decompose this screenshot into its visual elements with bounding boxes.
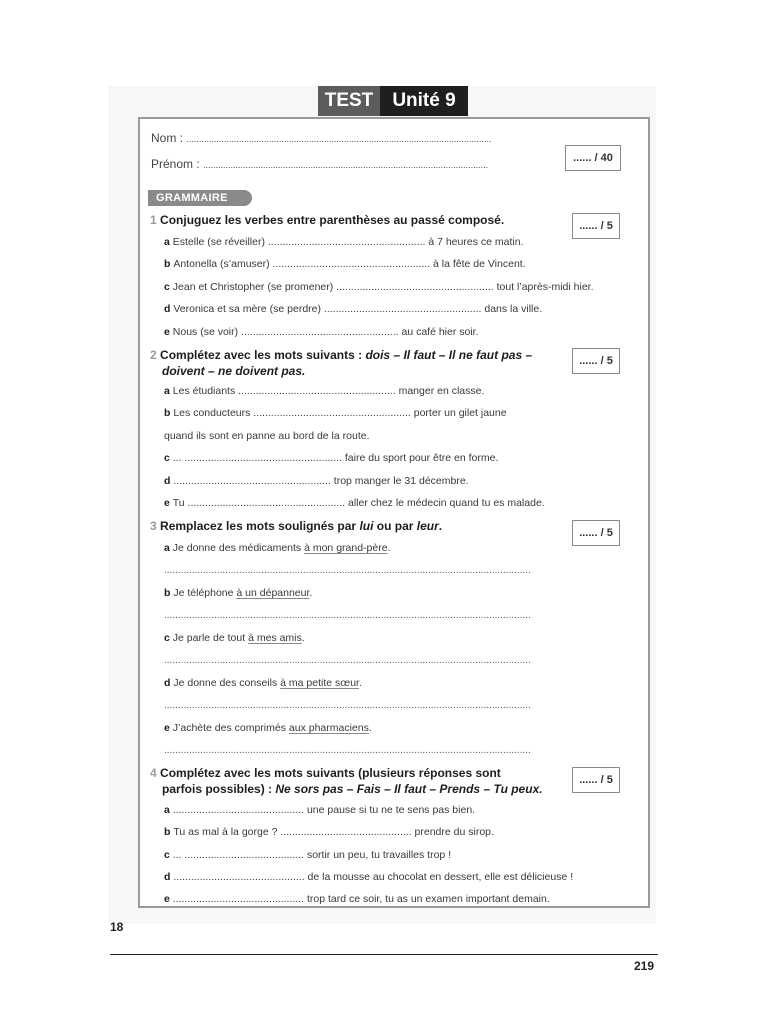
ex3-answer-line-e: ....................................................................................................................................	[164, 745, 531, 756]
item-text: Veronica et sa mère (se perdre) ...................................................... dans la ville.	[173, 303, 543, 315]
ex3-title-lui: lui	[359, 519, 374, 533]
ex1-item-b	[164, 258, 526, 270]
prenom-label: Prénom :	[151, 157, 200, 171]
item-text: Tu ...................................................... aller chez le médecin quand tu es malade.	[172, 497, 545, 509]
item-letter: a	[164, 542, 173, 554]
ex4-title-line1: Complétez avec les mots suivants (plusieurs réponses sont	[160, 766, 501, 780]
item-text: J’achète des comprimés	[172, 722, 289, 734]
ex3-answer-line-c: ....................................................................................................................................	[164, 655, 531, 666]
item-text: Je parle de tout	[172, 632, 249, 644]
ex3-title-end: .	[438, 519, 443, 533]
ex3-title	[150, 518, 442, 534]
underlined-words: à mes amis	[248, 632, 302, 644]
item-letter: d	[164, 871, 174, 883]
ex3-item-d	[164, 677, 362, 689]
item-letter: b	[164, 258, 174, 270]
underlined-words: à ma petite sœur	[280, 677, 359, 689]
item-text: quand ils sont en panne au bord de la route.	[164, 430, 370, 442]
item-letter: e	[164, 893, 173, 905]
item-letter: e	[164, 497, 173, 509]
ex3-title-leur: leur	[416, 519, 439, 533]
ex4-item-d	[164, 871, 573, 883]
item-end: .	[368, 722, 372, 734]
item-text: ............................................. une pause si tu ne te sens pas bien.	[172, 804, 476, 816]
ex2-title-words2: doivent – ne doivent pas.	[162, 364, 306, 378]
nom-field	[151, 131, 491, 145]
underlined-words: à un dépanneur	[236, 587, 310, 599]
ex1-title-text: Conjuguez les verbes entre parenthèses au passé composé.	[160, 213, 505, 227]
item-letter: b	[164, 826, 174, 838]
item-letter: b	[164, 407, 174, 419]
item-letter: a	[164, 804, 173, 816]
ex2-title-line1: Complétez avec les mots suivants :	[160, 348, 366, 362]
item-letter: c	[164, 452, 173, 464]
bottom-rule	[110, 954, 658, 955]
ex3-number: 3	[150, 519, 157, 533]
prenom-line: ..................................................................................................................	[203, 160, 489, 170]
item-letter: d	[164, 303, 174, 315]
ex1-item-c	[164, 281, 594, 293]
underlined-words: à mon grand-père	[304, 542, 388, 554]
item-text: ... ...................................................... faire du sport pour être en forme.	[172, 452, 499, 464]
item-end: .	[309, 587, 313, 599]
ex4-number: 4	[150, 766, 157, 780]
item-text: ............................................. trop tard ce soir, tu as un examen important demain.	[172, 893, 550, 905]
item-letter: e	[164, 326, 173, 338]
item-text: ... ......................................... sortir un peu, tu travailles trop !	[172, 849, 452, 861]
ex3-score-box: ...... / 5	[572, 520, 620, 546]
item-text: Les étudiants ...................................................... manger en classe.	[172, 385, 485, 397]
item-text: Tu as mal à la gorge ? ............................................. prendre du sirop.	[173, 826, 494, 838]
item-letter: c	[164, 849, 173, 861]
unit-label: Unité 9	[380, 86, 468, 116]
ex3-item-a	[164, 542, 390, 554]
item-text: Estelle (se réveiller) ...................................................... à 7 heures ce matin.	[172, 236, 524, 248]
ex1-item-e	[164, 326, 479, 338]
ex4-title	[150, 765, 543, 797]
item-end: .	[387, 542, 391, 554]
ex2-title-words1: dois – Il faut – Il ne faut pas –	[365, 348, 533, 362]
item-text: Antonella (s’amuser) ...................................................... à la fête de Vincent.	[173, 258, 526, 270]
test-label: TEST	[318, 86, 380, 116]
ex1-number: 1	[150, 213, 157, 227]
test-header	[318, 86, 468, 116]
ex4-title-words: Ne sors pas – Fais – Il faut – Prends – Tu peux.	[275, 782, 543, 796]
ex2-title	[150, 347, 532, 379]
item-end: .	[358, 677, 362, 689]
ex3-item-c	[164, 632, 305, 644]
ex4-score-box: ...... / 5	[572, 767, 620, 793]
ex4-title-line2: parfois possibles) :	[162, 782, 276, 796]
ex2-item-d	[164, 475, 469, 487]
item-letter: d	[164, 677, 174, 689]
ex3-item-e	[164, 722, 372, 734]
ex3-answer-line-b: ....................................................................................................................................	[164, 610, 531, 621]
ex3-answer-line-d: ....................................................................................................................................	[164, 700, 531, 711]
ex4-item-a	[164, 804, 475, 816]
ex2-score-box: ...... / 5	[572, 348, 620, 374]
item-text: Nous (se voir) ...................................................... au café hier soir.	[172, 326, 479, 338]
ex1-item-a	[164, 236, 523, 248]
item-text: Je donne des médicaments	[172, 542, 305, 554]
prenom-field	[151, 157, 488, 171]
item-letter: a	[164, 236, 173, 248]
section-grammaire: GRAMMAIRE	[148, 190, 252, 206]
total-score-box: ...... / 40	[565, 145, 621, 171]
nom-line: ..........................................................................................................................	[186, 134, 492, 144]
ex4-item-c	[164, 849, 451, 861]
ex2-item-a	[164, 385, 484, 397]
ex1-score-box: ...... / 5	[572, 213, 620, 239]
item-letter: e	[164, 722, 173, 734]
ex1-title	[150, 212, 504, 228]
ex2-item-c	[164, 452, 498, 464]
item-text: Je téléphone	[173, 587, 237, 599]
page-number-right: 219	[634, 959, 655, 973]
underlined-words: aux pharmaciens	[288, 722, 369, 734]
item-letter: d	[164, 475, 174, 487]
item-text: ............................................. de la mousse au chocolat en dessert, elle est délicieuse !	[173, 871, 574, 883]
nom-label: Nom :	[151, 131, 184, 145]
page-number-left: 18	[110, 920, 124, 934]
ex3-title-mid: ou par	[373, 519, 417, 533]
ex2-item-b	[164, 407, 507, 419]
item-letter: c	[164, 632, 173, 644]
ex4-item-b	[164, 826, 494, 838]
item-letter: b	[164, 587, 174, 599]
ex2-item-cont2	[164, 430, 370, 442]
ex3-title-a: Remplacez les mots soulignés par	[160, 519, 360, 533]
ex2-number: 2	[150, 348, 157, 362]
ex1-item-d	[164, 303, 542, 315]
item-text: Les conducteurs ...................................................... porter un gilet jaune	[173, 407, 507, 419]
ex4-item-e	[164, 893, 550, 905]
ex3-item-b	[164, 587, 312, 599]
item-text: Je donne des conseils	[173, 677, 281, 689]
item-end: .	[301, 632, 305, 644]
item-letter: a	[164, 385, 173, 397]
item-letter: c	[164, 281, 173, 293]
item-text: Jean et Christopher (se promener) ...................................................... tout l’après-midi hier.	[172, 281, 594, 293]
ex2-item-e	[164, 497, 545, 509]
ex3-answer-line-a: ....................................................................................................................................	[164, 565, 531, 576]
item-text: ...................................................... trop manger le 31 décembre.	[173, 475, 469, 487]
